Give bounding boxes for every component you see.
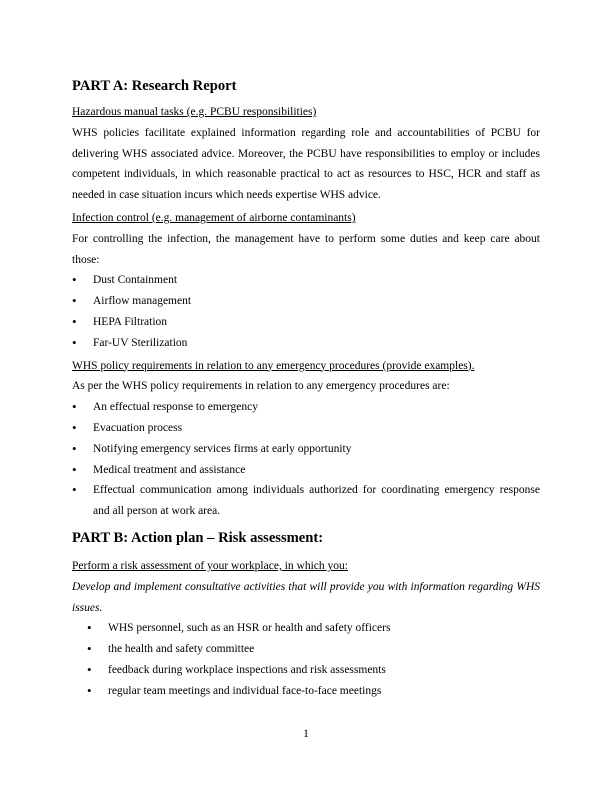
consultative-activities-list (87, 618, 540, 701)
list-item: • Medical treatment and assistance (72, 460, 540, 481)
list-item: • Dust Containment (72, 270, 540, 291)
document-page (72, 76, 540, 702)
list-item: • WHS personnel, such as an HSR or health and safety officers (87, 618, 540, 639)
list-item: • Evacuation process (72, 418, 540, 439)
part-b-title: PART B: Action plan – Risk assessment: (72, 529, 324, 546)
section-heading-risk-assessment: Perform a risk assessment of your workplace, in which you: (72, 559, 348, 572)
emergency-procedures-list (72, 397, 540, 522)
section-italic-consultative: Develop and implement consultative activities that will provide you with information regarding WHS issues. (72, 580, 540, 614)
list-item: • An effectual response to emergency (72, 397, 540, 418)
list-item: • Airflow management (72, 291, 540, 312)
list-item: • Notifying emergency services firms at early opportunity (72, 439, 540, 460)
list-item: • Effectual communication among individuals authorized for coordinating emergency response and all person at work area. (72, 480, 540, 522)
section-heading-emergency: WHS policy requirements in relation to any emergency procedures (provide examples). (72, 359, 475, 372)
section-heading-manual-tasks: Hazardous manual tasks (e.g. PCBU responsibilities) (72, 106, 317, 118)
part-a-title: PART A: Research Report (72, 78, 237, 94)
list-item: • HEPA Filtration (72, 312, 540, 333)
list-item: • Far-UV Sterilization (72, 333, 540, 354)
list-item: • regular team meetings and individual face-to-face meetings (87, 681, 540, 702)
section-intro-infection-control: For controlling the infection, the management have to perform some duties and keep care about those: (72, 232, 540, 266)
list-item: • the health and safety committee (87, 639, 540, 660)
section-heading-infection-control: Infection control (e.g. management of airborne contaminants) (72, 211, 356, 224)
infection-control-list (72, 270, 540, 353)
section-body-manual-tasks: WHS policies facilitate explained information regarding role and accountabilities of PCBU for delivering WHS associated advice. Moreover, the PCBU have responsibilities to employ or includes competent individuals, in which reasonable practical to act as resources to HSC, HCR and staff as needed in case situation incurs which needs expertise WHS advice. (72, 126, 540, 202)
section-intro-emergency: As per the WHS policy requirements in relation to any emergency procedures are: (72, 380, 450, 393)
list-item: • feedback during workplace inspections and risk assessments (87, 660, 540, 681)
page-number: 1 (303, 728, 309, 740)
